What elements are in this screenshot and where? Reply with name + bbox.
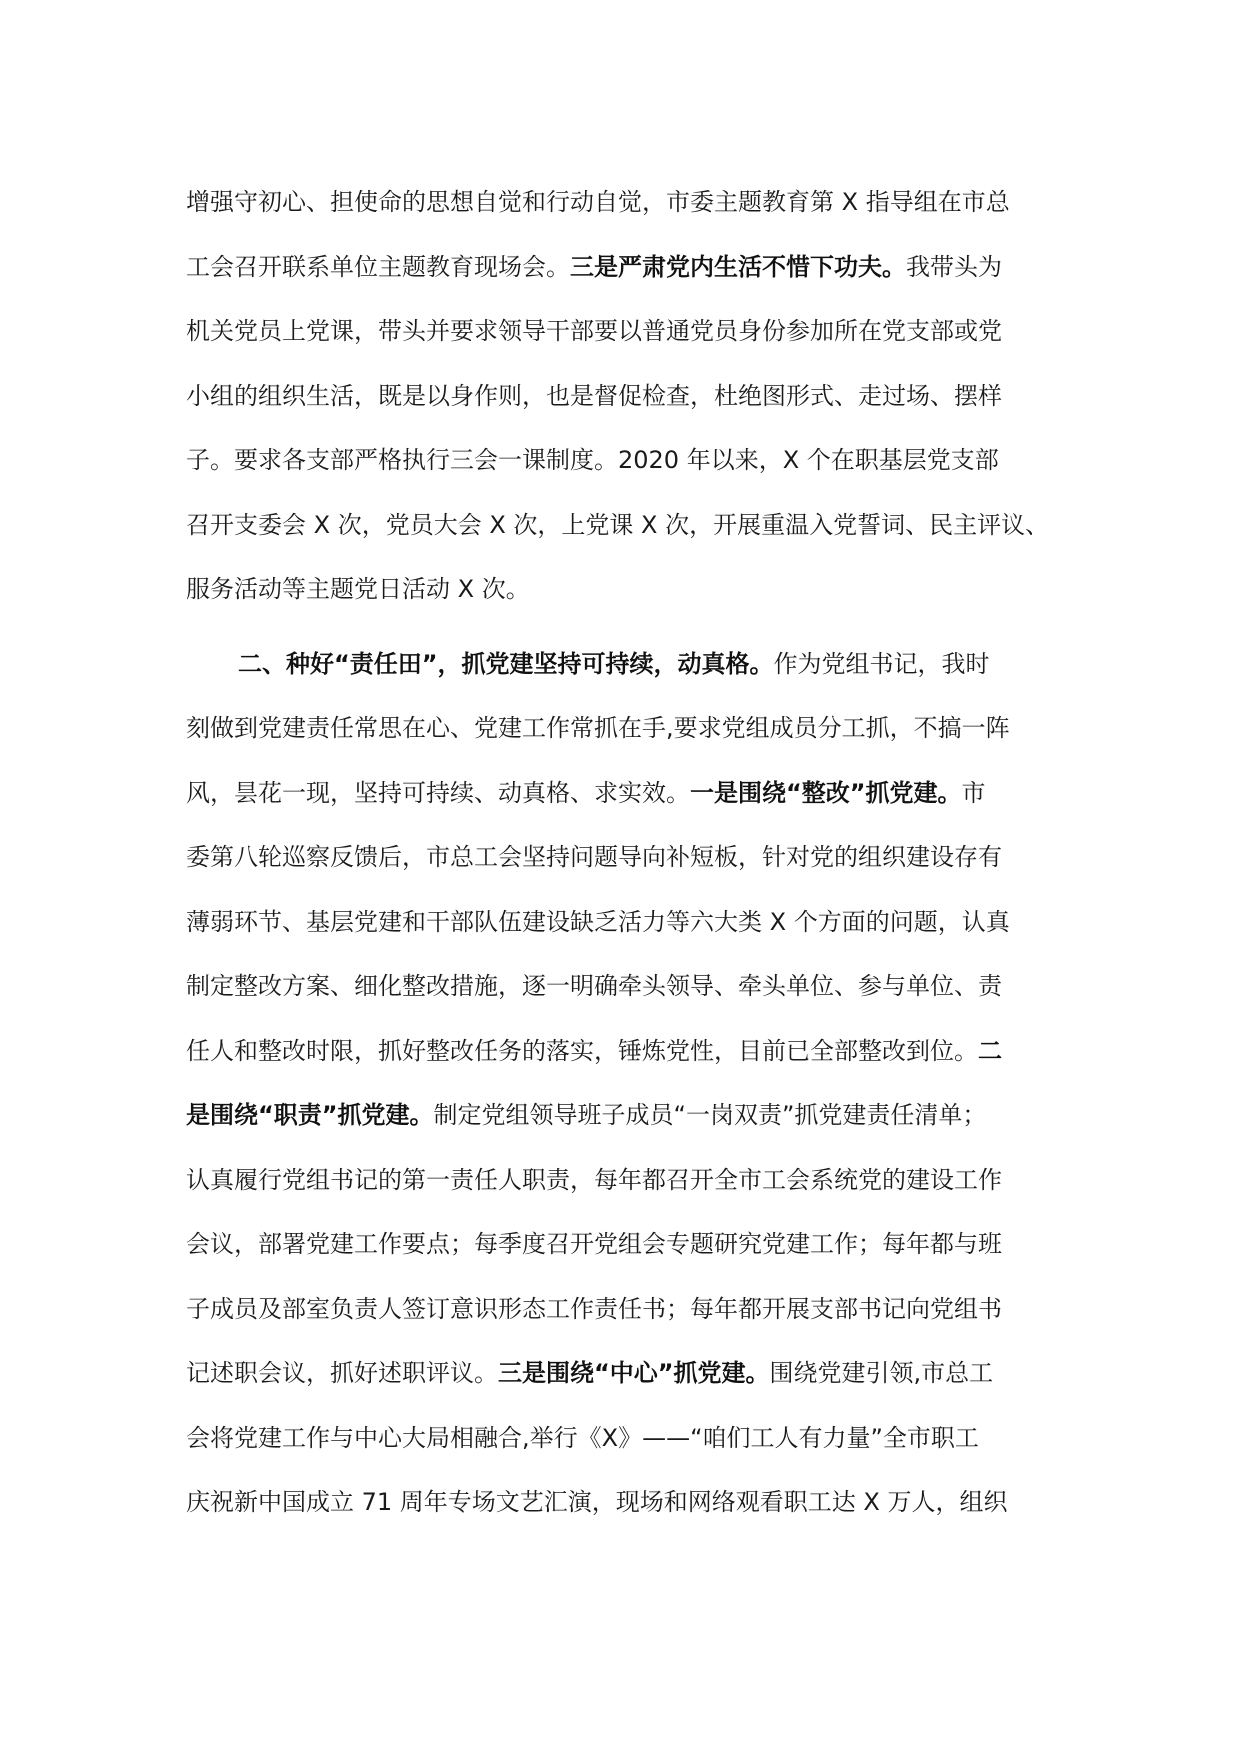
text-segment: 刻做到党建责任常思在心、党建工作常抓在手,要求党组成员分工抓，不搞一阵	[186, 714, 1010, 742]
bold-text-segment: 三是严肃党内生活不惜下功夫。	[570, 252, 906, 281]
text-segment: 子成员及部室负责人签订意识形态工作责任书；每年都开展支部书记向党组书	[186, 1294, 1002, 1323]
text-segment: 会议，部署党建工作要点；每季度召开党组会专题研究党建工作；每年都与班	[186, 1230, 1002, 1258]
text-segment: 作为党组书记，我时	[773, 649, 990, 678]
bold-text-segment: 是围绕“职责”抓党建。	[186, 1101, 434, 1129]
bold-text-segment: 二	[978, 1036, 1002, 1065]
text-segment: 制定整改方案、细化整改措施，逐一明确牵头领导、牵头单位、参与单位、责	[186, 972, 1002, 1000]
text-line	[186, 696, 1066, 761]
text-segment: 会将党建工作与中心大局相融合,举行《X》——“咱们工人有力量”全市职工	[186, 1423, 979, 1452]
text-segment: 机关党员上党课，带头并要求领导干部要以普通党员身份参加所在党支部或党	[186, 317, 1002, 345]
text-segment: 薄弱环节、基层党建和干部队伍建设缺乏活力等六大类 X 个方面的问题，认真	[186, 907, 1010, 936]
text-line	[186, 428, 1066, 493]
text-line	[186, 364, 1066, 429]
text-segment: 委第八轮巡察反馈后，市总工会坚持问题导向补短板，针对党的组织建设存有	[186, 843, 1002, 871]
bold-text-segment: 三是围绕“中心”抓党建。	[498, 1359, 770, 1387]
text-segment: 认真履行党组书记的第一责任人职责，每年都召开全市工会系统党的建设工作	[186, 1165, 1002, 1194]
text-segment: 工会召开联系单位主题教育现场会。	[186, 252, 570, 281]
text-line	[186, 1083, 1066, 1148]
text-segment: 市	[961, 778, 986, 807]
text-line	[186, 170, 1066, 235]
text-segment: 制定党组领导班子成员“一岗双责”抓党建责任清单；	[433, 1101, 987, 1129]
bold-text-segment: 一是围绕“整改”抓党建。	[690, 778, 962, 807]
text-segment: 服务活动等主题党日活动 X 次。	[186, 575, 530, 603]
text-segment: 召开支委会 X 次，党员大会 X 次，上党课 X 次，开展重温入党誓词、民主评议、	[186, 510, 1050, 539]
text-segment: 任人和整改时限，抓好整改任务的落实，锤炼党性，目前已全部整改到位。	[186, 1036, 978, 1065]
text-line	[186, 299, 1066, 364]
text-segment: 子。要求各支部严格执行三会一课制度。2020 年以来，X 个在职基层党支部	[186, 446, 999, 474]
text-line	[186, 1277, 1066, 1342]
text-segment: 我带头为	[906, 252, 1002, 281]
text-segment: 记述职会议，抓好述职评议。	[186, 1359, 498, 1387]
text-segment: 庆祝新中国成立 71 周年专场文艺汇演，现场和网络观看职工达 X 万人，组织	[186, 1488, 1008, 1516]
text-line	[186, 1406, 1066, 1471]
document-body	[186, 170, 1066, 1535]
bold-text-segment: 二、种好“责任田”，抓党建坚持可持续，动真格。	[238, 649, 774, 678]
text-segment: 风，昙花一现，坚持可持续、动真格、求实效。	[186, 778, 690, 807]
text-segment: 增强守初心、担使命的思想自觉和行动自觉，市委主题教育第 X 指导组在市总	[186, 188, 1010, 216]
text-line	[186, 1019, 1066, 1084]
text-line	[186, 557, 1066, 622]
text-line	[186, 761, 1066, 826]
text-line	[186, 1212, 1066, 1277]
text-line	[186, 1470, 1066, 1535]
text-line	[186, 1148, 1066, 1213]
text-line	[186, 954, 1066, 1019]
text-segment: 围绕党建引领,市总工	[769, 1359, 994, 1387]
text-line	[186, 1341, 1066, 1406]
text-line	[186, 632, 1066, 697]
text-line	[186, 890, 1066, 955]
text-segment: 小组的组织生活，既是以身作则，也是督促检查，杜绝图形式、走过场、摆样	[186, 381, 1002, 410]
text-line	[186, 825, 1066, 890]
text-line	[186, 235, 1066, 300]
text-line	[186, 493, 1066, 558]
